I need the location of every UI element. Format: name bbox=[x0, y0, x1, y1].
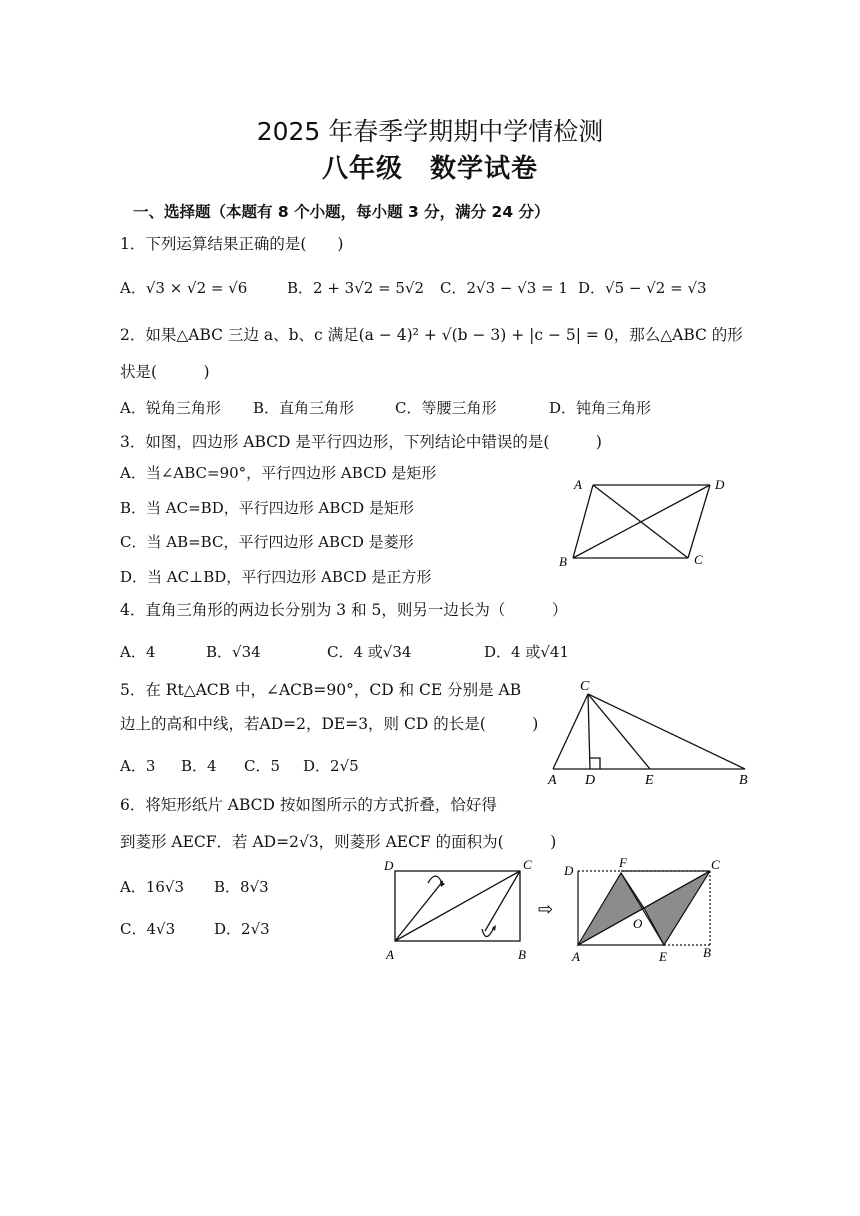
q5-option-a: A．3 bbox=[120, 757, 156, 775]
label-a: A bbox=[574, 477, 582, 492]
q5-triangle-figure bbox=[540, 676, 755, 788]
q2-option-a: A．锐角三角形 bbox=[120, 399, 221, 417]
q6-stem-line2: 到菱形 AECF．若 AD=2√3，则菱形 AECF 的面积为( ) bbox=[120, 833, 557, 851]
fig1-label-d: D bbox=[384, 858, 394, 873]
q3-parallelogram-figure bbox=[553, 472, 743, 572]
q2-option-d: D．钝角三角形 bbox=[549, 399, 652, 417]
fig2-label-e: E bbox=[659, 949, 667, 964]
q3-option-a: A．当∠ABC=90°，平行四边形 ABCD 是矩形 bbox=[120, 464, 437, 482]
label-e: E bbox=[645, 773, 654, 788]
fig2-label-a: A bbox=[572, 949, 580, 964]
q3-option-c: C．当 AB=BC，平行四边形 ABCD 是菱形 bbox=[120, 533, 414, 551]
q5-stem-line2: 边上的高和中线，若AD=2，DE=3，则 CD 的长是( ) bbox=[120, 715, 539, 733]
fig2-label-f: F bbox=[619, 855, 627, 870]
label-c: C bbox=[694, 552, 703, 567]
q5-option-b: B．4 bbox=[181, 757, 217, 775]
q1-option-c: C．2√3 − √3 = 1 bbox=[440, 279, 568, 297]
q6-folding-figure bbox=[378, 853, 738, 965]
label-a: A bbox=[548, 773, 557, 788]
q5-option-d: D．2√5 bbox=[303, 757, 359, 775]
q6-option-b: B．8√3 bbox=[214, 878, 269, 896]
q4-option-b: B．√34 bbox=[206, 643, 261, 661]
q4-option-c: C．4 或√34 bbox=[327, 643, 412, 661]
q3-option-d: D．当 AC⊥BD，平行四边形 ABCD 是正方形 bbox=[120, 568, 432, 586]
q1-option-b: B．2 + 3√2 = 5√2 bbox=[287, 279, 425, 297]
label-d: D bbox=[715, 477, 725, 492]
exam-subtitle: 八年级 数学试卷 bbox=[321, 154, 538, 184]
fig1-label-a: A bbox=[386, 947, 394, 962]
arrow-icon: ⇨ bbox=[538, 899, 554, 919]
q5-option-c: C．5 bbox=[244, 757, 281, 775]
fig2-label-d: D bbox=[564, 863, 574, 878]
q2-stem-line1: 2．如果△ABC 三边 a、b、c 满足(a − 4)² + √(b − 3) + |c − 5| = 0，那么△ABC 的形 bbox=[120, 326, 743, 344]
q6-option-c: C．4√3 bbox=[120, 920, 176, 938]
q2-stem-line2: 状是( ) bbox=[120, 363, 210, 381]
q3-stem: 3．如图，四边形 ABCD 是平行四边形，下列结论中错误的是( ) bbox=[120, 433, 602, 451]
q4-option-d: D．4 或√41 bbox=[484, 643, 569, 661]
q4-option-a: A．4 bbox=[120, 643, 156, 661]
exam-title: 2025 年春季学期期中学情检测 bbox=[256, 117, 604, 146]
q3-option-b: B．当 AC=BD，平行四边形 ABCD 是矩形 bbox=[120, 499, 414, 517]
fig2-label-b: B bbox=[703, 945, 711, 960]
fig1-label-c: C bbox=[523, 857, 532, 872]
section-heading: 一、选择题（本题有 8 个小题，每小题 3 分，满分 24 分） bbox=[133, 203, 550, 221]
label-b: B bbox=[739, 773, 748, 788]
label-c: C bbox=[580, 679, 590, 694]
q1-option-d: D．√5 − √2 = √3 bbox=[578, 279, 707, 297]
q6-option-a: A．16√3 bbox=[120, 878, 185, 896]
q1-option-a: A．√3 × √2 = √6 bbox=[120, 279, 248, 297]
q6-option-d: D．2√3 bbox=[214, 920, 270, 938]
label-d: D bbox=[585, 773, 596, 788]
fig1-label-b: B bbox=[518, 947, 526, 962]
q1-stem: 1．下列运算结果正确的是( ) bbox=[120, 235, 344, 253]
fig2-label-o: O bbox=[633, 916, 643, 931]
q4-stem: 4．直角三角形的两边长分别为 3 和 5，则另一边长为（ ） bbox=[120, 601, 568, 619]
q6-stem-line1: 6．将矩形纸片 ABCD 按如图所示的方式折叠，恰好得 bbox=[120, 796, 497, 814]
label-b: B bbox=[559, 554, 567, 569]
q2-option-b: B．直角三角形 bbox=[253, 399, 355, 417]
q5-stem-line1: 5．在 Rt△ACB 中，∠ACB=90°，CD 和 CE 分别是 AB bbox=[120, 681, 522, 699]
fig2-label-c: C bbox=[711, 857, 720, 872]
q2-option-c: C．等腰三角形 bbox=[395, 399, 497, 417]
